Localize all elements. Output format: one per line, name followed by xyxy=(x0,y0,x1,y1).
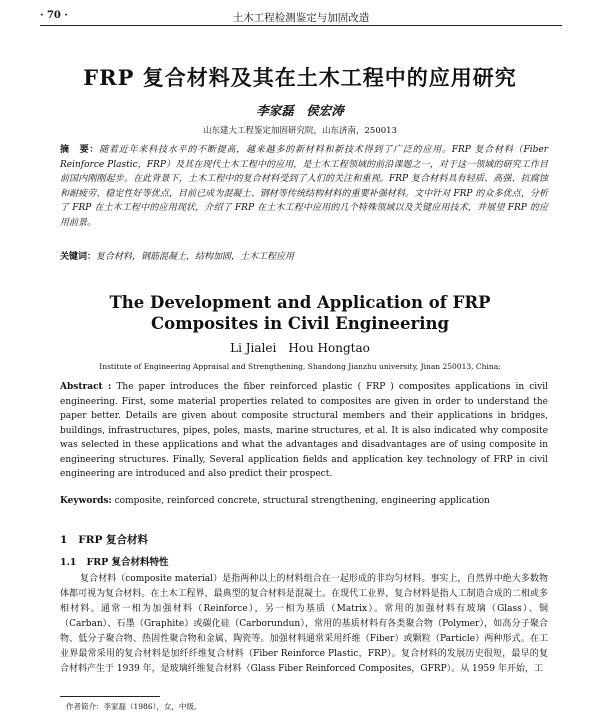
abstract-english-text: The paper introduces the fiber reinforced plastic ( FRP ) composites applications in civil engineering. First, some material properties related to composites are given in order to understand the paper better. Details are given about composite structural members and their applications in bridges, buildings, infrastructures, pipes, poles, masts, marine structures, et al. It is also indicated why composite was selected in these applications and what the advantages and disadvantages are of using composite in engineering structures. Finally, Several application fields and application key technology of FRP in civil engineering are introduced and also predict their prospect. xyxy=(60,382,548,479)
section-1-title: FRP 复合材料 xyxy=(78,534,149,546)
keywords-english xyxy=(60,494,548,508)
title-english xyxy=(0,292,600,334)
title-chinese: FRP 复合材料及其在土木工程中的应用研究 xyxy=(83,65,517,90)
keywords-english-label: Keywords: xyxy=(60,496,112,506)
authors-english: Li Jialei Hou Hongtao xyxy=(230,341,370,355)
authors-chinese: 李家磊 侯宏涛 xyxy=(256,103,344,118)
section-heading-1 xyxy=(60,532,148,547)
title-english-line2: Composites in Civil Engineering xyxy=(151,314,449,333)
keywords-chinese-label: 关键词： xyxy=(60,252,97,262)
affiliation-english: Institute of Engineering Appraisal and Strengthening, Shandong Jianzhu university, Jinan 250013, China; xyxy=(99,362,501,371)
keywords-chinese xyxy=(60,250,548,264)
section-1-number: 1 xyxy=(60,534,68,546)
title-english-line1: The Development and Application of FRP xyxy=(109,293,491,312)
author-footnote: 作者简介：李家磊（1986），女，中级。 xyxy=(66,702,202,711)
running-header xyxy=(40,6,562,26)
abstract-english-label: Abstract : xyxy=(60,382,112,392)
keywords-english-text: composite, reinforced concrete, structural strengthening, engineering application xyxy=(114,496,490,506)
affiliation-chinese: 山东建大工程鉴定加固研究院，山东济南，250013 xyxy=(203,126,397,136)
subsection-heading-1-1 xyxy=(60,554,169,568)
abstract-chinese xyxy=(60,143,548,230)
abstract-english xyxy=(60,380,548,482)
footnote-rule xyxy=(60,696,160,697)
subsection-1-1-number: 1.1 xyxy=(60,557,77,568)
journal-title: 土木工程检测鉴定与加固改造 xyxy=(232,12,370,24)
page-number: · 70 · xyxy=(40,10,68,21)
body-paragraph: 复合材料（composite material）是指两种以上的材料组合在一起形成的非均匀材料。事实上，自然界中绝大多数物体都可视为复合材料。在土木工程界，最典型的复合材料是混凝土。在现代工业界，复合材料是指人工制造合成的二相或多相材料。通常一相为加强材料（Reinforce），另一相为基质（Matrix）。常用的加强材料有玻璃（Glass）、铜（Carban）、石墨（Graphite）或碳化硅（Carborundun），常用的基质材料有各类聚合物（Polymer），如高分子聚合物、低分子聚合物、热固性聚合物和金属、陶瓷等。加强材料通常采用纤维（Fiber）或颗粒（Particle）两种形式。在工业界最常采用的复合材料是加纤纤维复合材料（Fiber Reinforce Plastic，FRP）。复合材料的发展历史很短，最早的复合材料产生于 1939 年，是玻璃纤维复合材料（Glass Fiber Reinforced Composites，GFRP）。从 1959 年开始，工 xyxy=(60,574,548,674)
subsection-1-1-title: FRP 复合材料特性 xyxy=(86,557,169,568)
keywords-chinese-text: 复合材料，钢筋混凝土，结构加固，土木工程应用 xyxy=(96,252,295,262)
abstract-chinese-text: 随着近年来科技水平的不断提高，越来越多的新材料和新技术得到了广泛的应用。FRP 复合材料（Fiber Reinforce Plastic，FRP）及其在现代土木工程中的应用，是土木工程领域的前沿课题之一，对于这一领域的研究工作目前国内刚刚起步。在此背景下，土木工程中的复合材料受到了人们的关注和重视。FRP 复合材料具有轻质、高强、抗腐蚀和耐疲劳、稳定性好等优点，目前已成为混凝土、钢材等传统结构材料的重要补强材料。文中针对 FRP 的众多优点，分析了 FRP 在土木工程中的应用现状，介绍了 FRP 在土木工程中应用的几个特殊领域以及关键应用技术，并展望 FRP 的应用前景。 xyxy=(60,145,548,228)
abstract-chinese-label: 摘 要： xyxy=(60,145,100,155)
